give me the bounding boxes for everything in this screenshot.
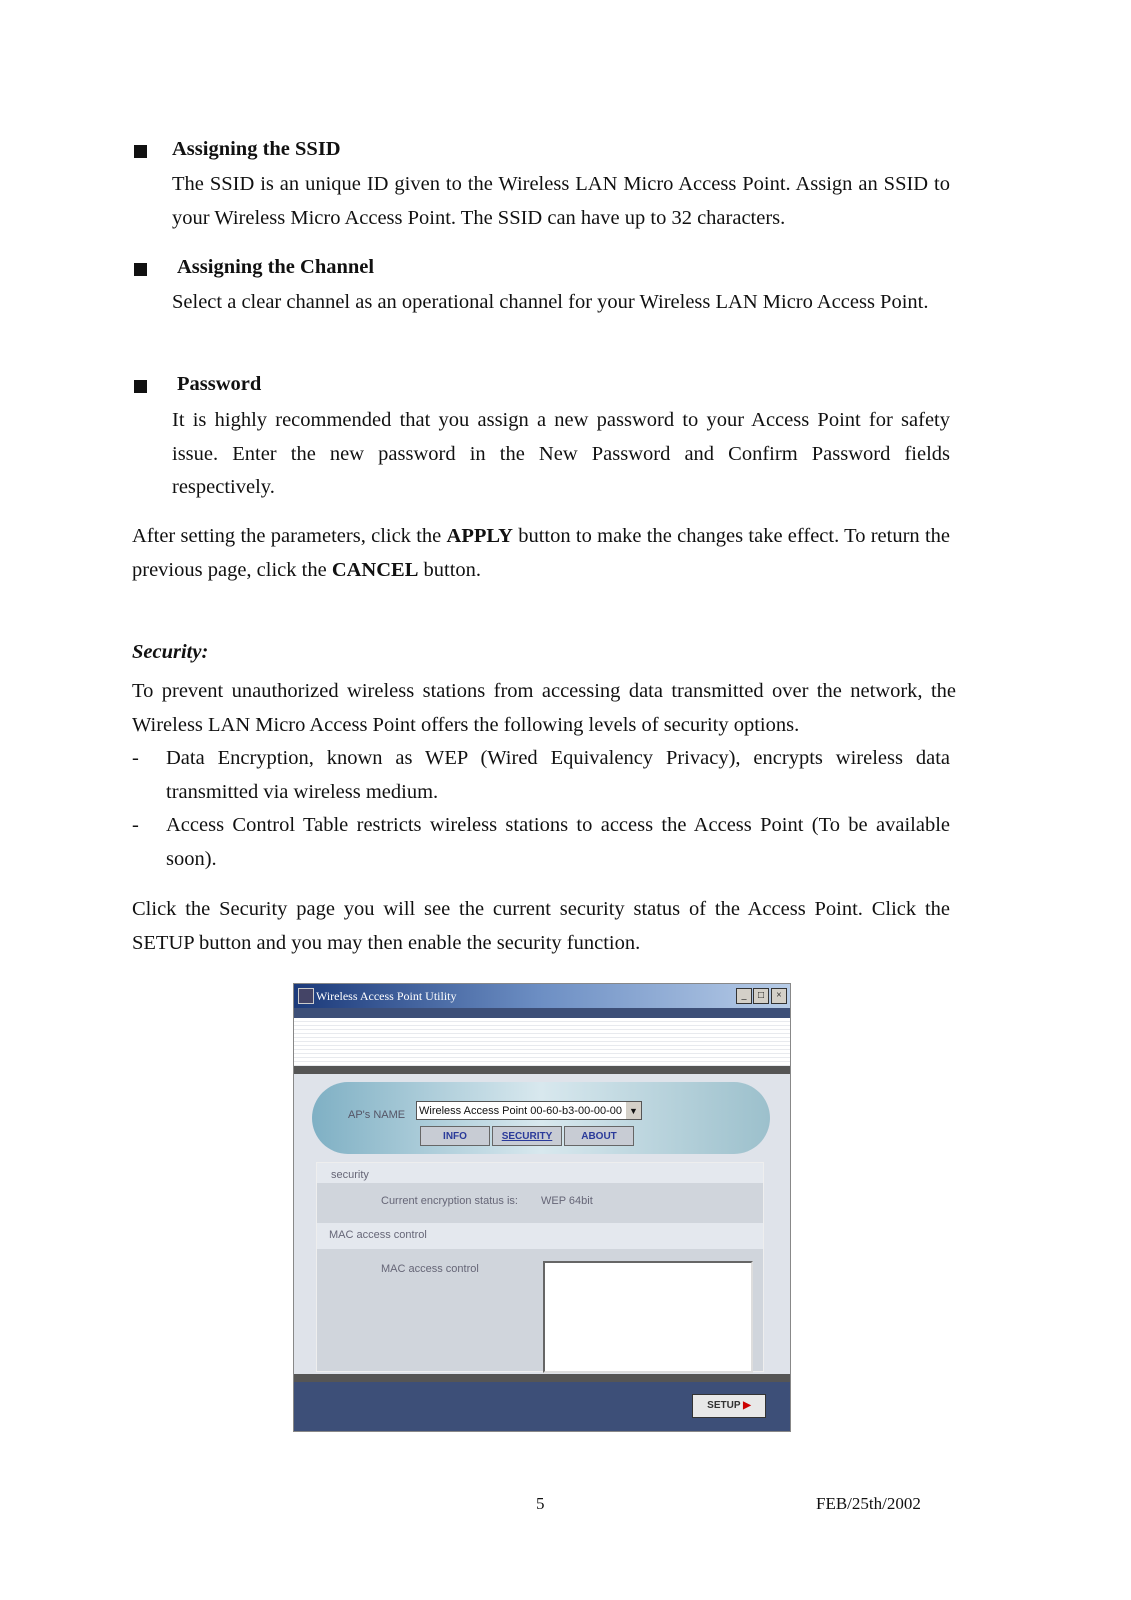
footer-bar xyxy=(294,1382,790,1431)
page-number: 5 xyxy=(536,1494,545,1513)
cancel-text: CANCEL xyxy=(331,558,419,581)
text: After setting the parameters, click the xyxy=(132,525,447,547)
paragraph-apply xyxy=(132,520,950,587)
bullet-icon xyxy=(134,263,147,276)
footer-date: FEB/25th/2002 xyxy=(816,1494,921,1513)
encryption-label: Current encryption status is: xyxy=(381,1195,518,1207)
heading-password: Password xyxy=(177,373,262,395)
ap-name-label: AP's NAME xyxy=(348,1109,406,1121)
divider xyxy=(294,1066,790,1074)
encryption-value: WEP 64bit xyxy=(541,1195,593,1207)
apply-text: APPLY xyxy=(446,525,513,547)
banner xyxy=(294,1018,790,1066)
dash: - xyxy=(132,747,139,769)
app-icon xyxy=(298,988,314,1004)
section-header xyxy=(317,1163,763,1183)
tab-security[interactable]: SECURITY xyxy=(492,1126,562,1146)
close-icon[interactable]: × xyxy=(771,988,787,1004)
mac-header: MAC access control xyxy=(329,1229,427,1241)
arrow-right-icon: ▶ xyxy=(743,1400,751,1411)
window-title: Wireless Access Point Utility xyxy=(316,988,457,1003)
header-panel xyxy=(312,1082,770,1154)
paragraph-channel: Select a clear channel as an operational channel for your Wireless LAN Micro Access Point. xyxy=(172,291,929,313)
tab-about[interactable]: ABOUT xyxy=(564,1126,634,1146)
heading-security: Security: xyxy=(132,641,209,663)
bullet-icon xyxy=(134,145,147,158)
security-panel xyxy=(316,1162,764,1372)
maximize-icon[interactable]: □ xyxy=(753,988,769,1004)
app-screenshot xyxy=(293,983,791,1432)
paragraph-password: It is highly recommended that you assign a new password to your Access Point for safety issue. Enter the new password in the New Password and Confirm Password fields respectively. xyxy=(172,409,950,498)
setup-label: SETUP xyxy=(707,1400,741,1411)
text: button to make the changes take effect. To return the previous page, click the xyxy=(132,525,950,581)
chevron-down-icon: ▼ xyxy=(626,1102,641,1119)
ap-name-select[interactable] xyxy=(416,1101,642,1120)
tab-info[interactable]: INFO xyxy=(420,1126,490,1146)
content-area xyxy=(294,1074,790,1374)
list-item-wep: Data Encryption, known as WEP (Wired Equivalency Privacy), encrypts wireless data transmitted via wireless medium. xyxy=(166,747,950,803)
bullet-icon xyxy=(134,380,147,393)
dash: - xyxy=(132,814,139,836)
ap-name-value: Wireless Access Point 00-60-b3-00-00-00 xyxy=(419,1105,622,1117)
title-bar xyxy=(294,984,790,1008)
heading-channel: Assigning the Channel xyxy=(177,256,375,278)
minimize-icon[interactable]: _ xyxy=(736,988,752,1004)
paragraph-ssid: The SSID is an unique ID given to the Wireless LAN Micro Access Point. Assign an SSID to your Wireless Micro Access Point. The SSID can have up to 32 characters. xyxy=(172,173,950,229)
text: button. xyxy=(418,558,482,581)
mac-list[interactable] xyxy=(543,1261,753,1373)
heading-ssid: Assigning the SSID xyxy=(172,138,341,160)
divider xyxy=(294,1008,790,1018)
paragraph-click-security: Click the Security page you will see the current security status of the Access Point. Click the SETUP button and you may then enable the security function. xyxy=(132,898,950,954)
setup-button[interactable] xyxy=(692,1394,766,1418)
paragraph-security-intro: To prevent unauthorized wireless stations from accessing data transmitted over the network, the Wireless LAN Micro Access Point offers the following levels of security options. xyxy=(132,680,956,736)
divider xyxy=(294,1374,790,1382)
security-label: security xyxy=(331,1169,369,1181)
list-item-acl: Access Control Table restricts wireless stations to access the Access Point (To be available soon). xyxy=(166,814,950,870)
mac-label: MAC access control xyxy=(381,1263,479,1275)
